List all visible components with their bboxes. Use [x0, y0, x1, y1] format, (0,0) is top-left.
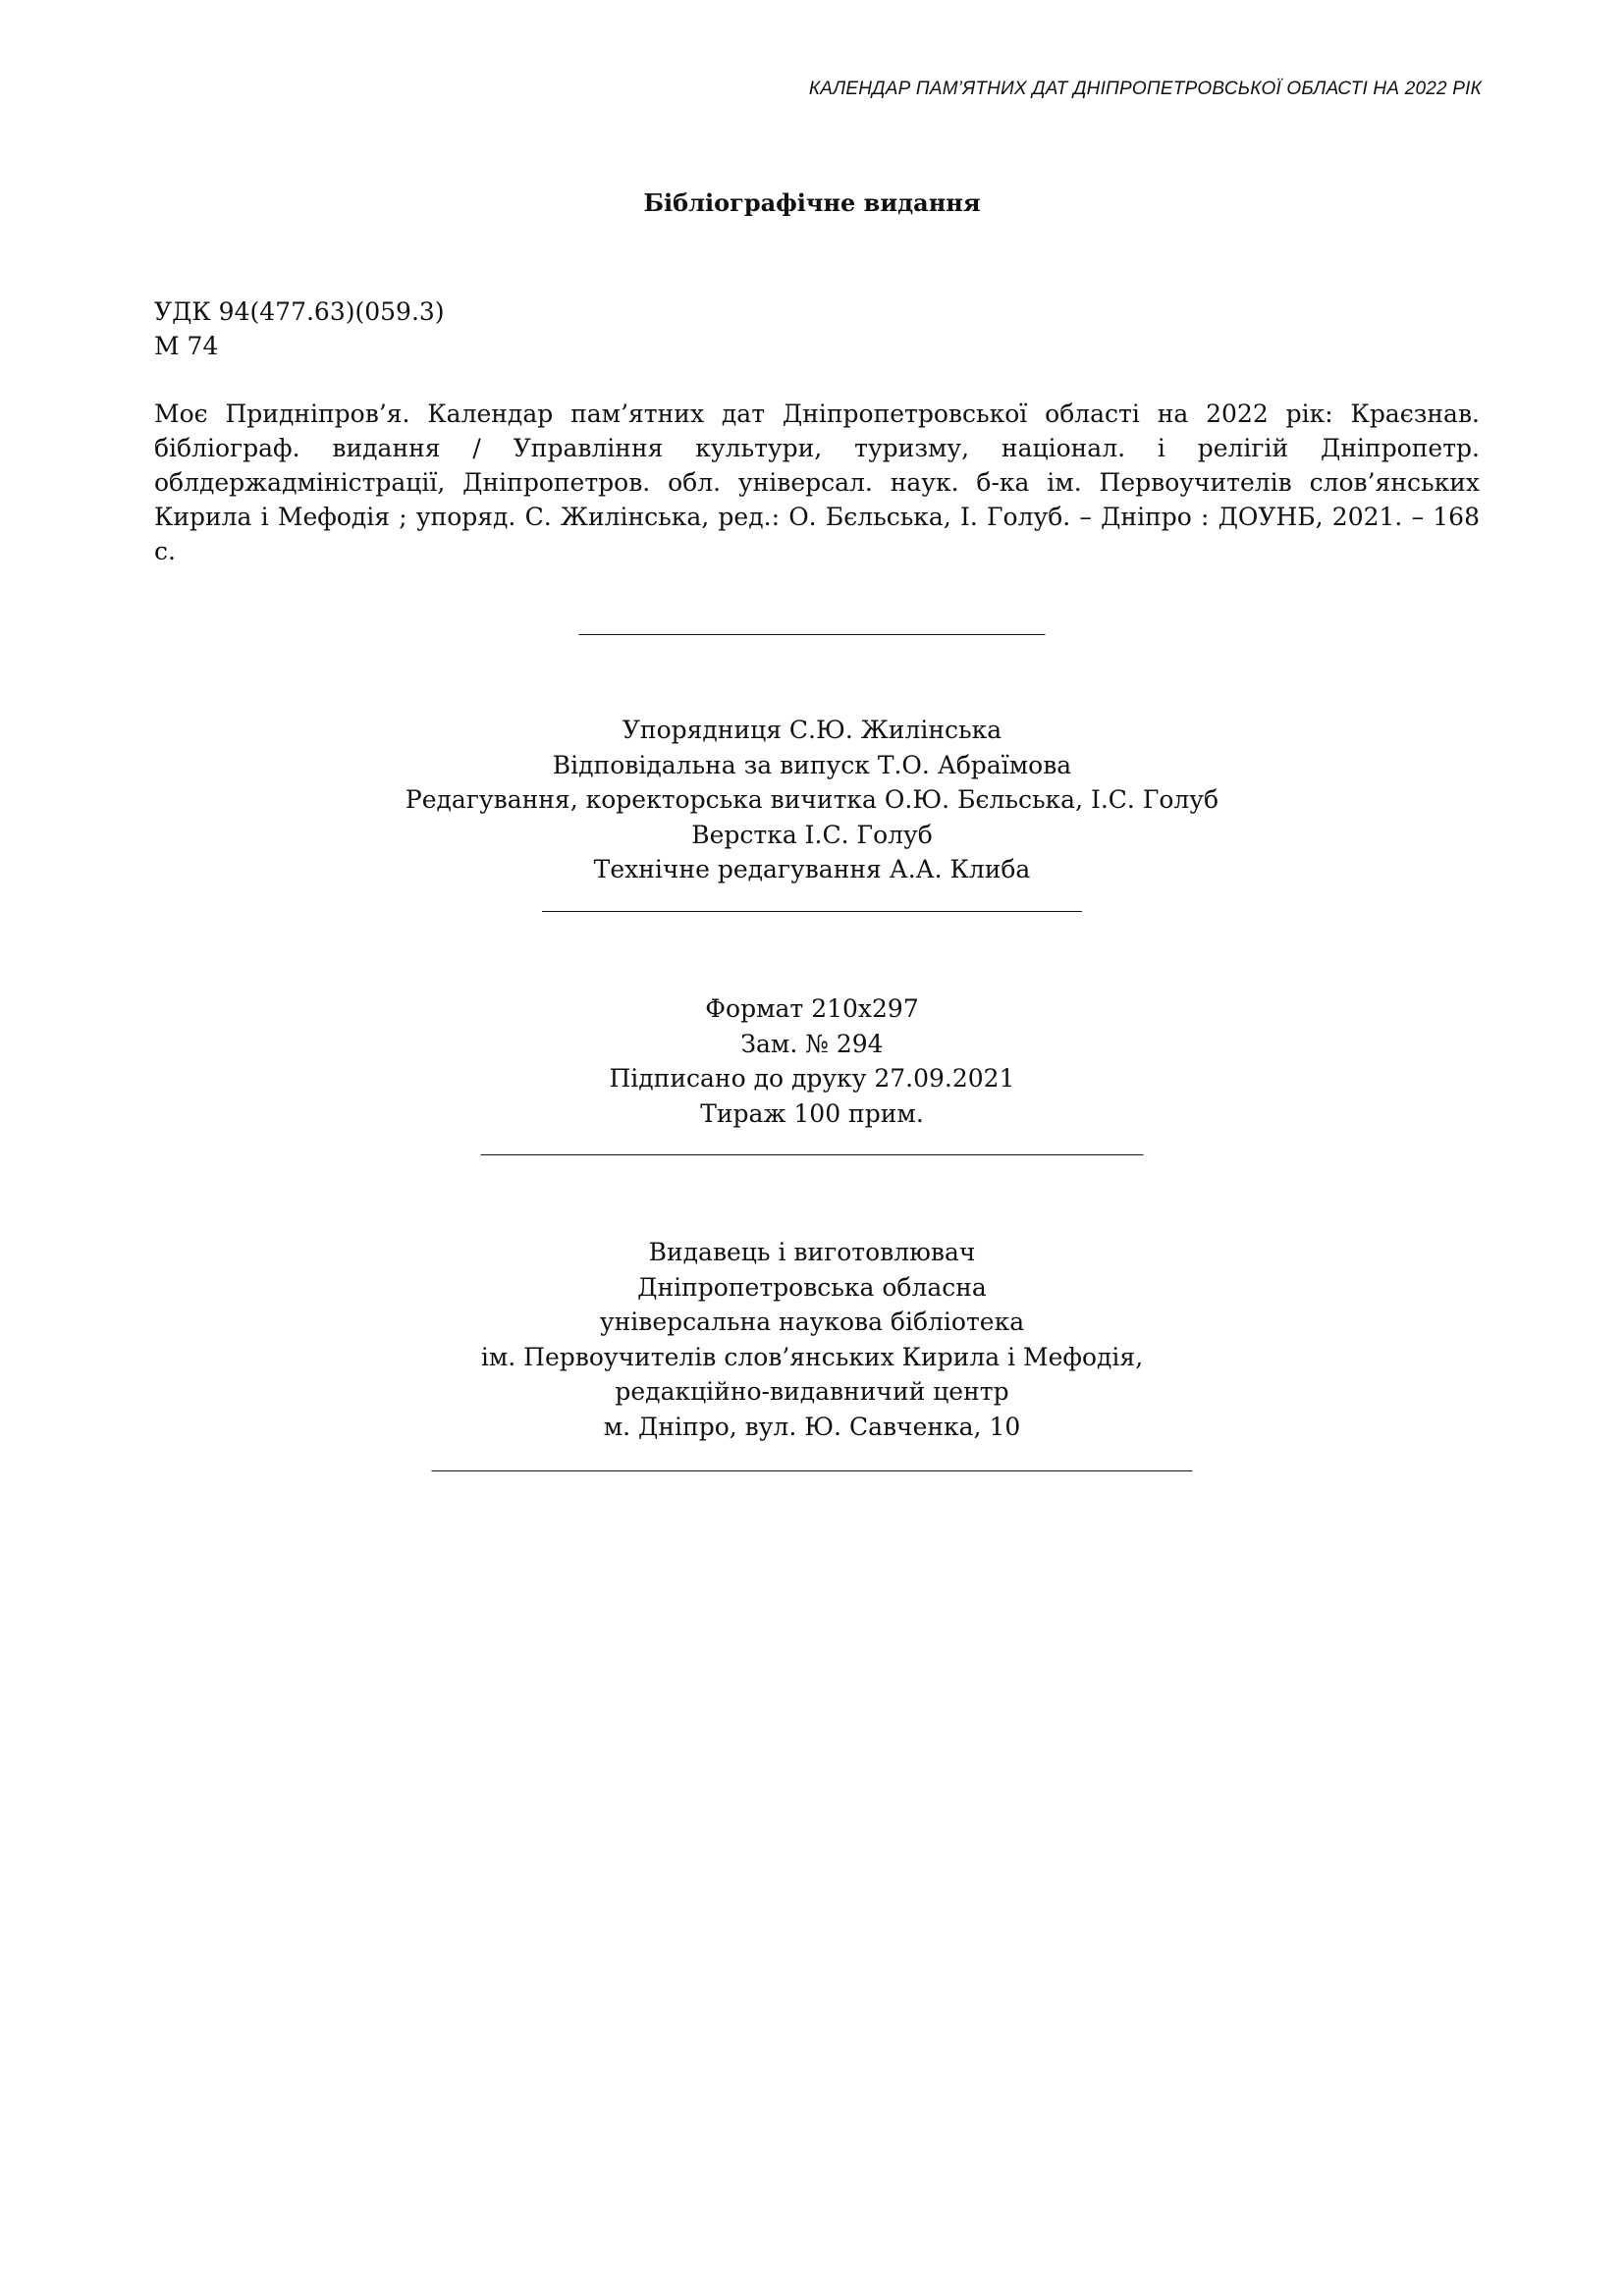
credit-layout: Верстка І.С. Голуб — [691, 820, 933, 849]
separator-rule-4: ______________________________________________________________ — [431, 1443, 1193, 1471]
publisher-line-6: м. Дніпро, вул. Ю. Савченка, 10 — [603, 1412, 1021, 1441]
credits-block — [0, 713, 1624, 887]
print-run: Тираж 100 прим. — [700, 1098, 924, 1128]
classification-codes — [154, 294, 445, 363]
publisher-line-1: Видавець і виготовлювач — [648, 1238, 976, 1266]
print-info-block — [0, 991, 1624, 1131]
separator-rule-1: ______________________________________ — [578, 607, 1046, 635]
credit-compiler: Упорядниця С.Ю. Жилінська — [622, 716, 1002, 744]
publisher-line-5: редакційно-видавничий центр — [615, 1377, 1009, 1406]
publisher-line-4: ім. Первоучителів слов’янських Кирила і Мефодія, — [480, 1342, 1144, 1371]
publisher-line-3: універсальна наукова бібліотека — [599, 1308, 1025, 1336]
credit-editing: Редагування, коректорська вичитка О.Ю. Бєльська, І.С. Голуб — [405, 785, 1219, 814]
author-mark: М 74 — [154, 332, 219, 360]
print-order: Зам. № 294 — [740, 1029, 884, 1058]
credit-tech-editing: Технічне редагування А.А. Клиба — [593, 855, 1031, 883]
running-header: КАЛЕНДАР ПАМ’ЯТНИХ ДАТ ДНІПРОПЕТРОВСЬКОЇ ОБЛАСТІ НА 2022 РІК — [808, 79, 1482, 99]
udk-code: УДК 94(477.63)(059.3) — [154, 297, 445, 326]
publisher-line-2: Дніпропетровська обласна — [637, 1272, 987, 1302]
publisher-block — [0, 1235, 1624, 1444]
separator-rule-2: ____________________________________________ — [542, 883, 1082, 912]
page-title: Бібліографічне видання — [643, 188, 981, 217]
separator-rule-3: ______________________________________________________ — [480, 1127, 1144, 1155]
print-signed-date: Підписано до друку 27.09.2021 — [609, 1064, 1015, 1093]
credit-responsible: Відповідальна за випуск Т.О. Абраїмова — [552, 750, 1072, 779]
print-format: Формат 210х297 — [705, 994, 919, 1023]
bibliographic-description: Моє Придніпров’я. Календар пам’ятних дат Дніпропетровської області на 2022 рік: Краєзнав. бібліограф. видання / Управління культури, туризму, націонал. і релігій Дніпропетр. облдержадміністрації, Дніпропетров. обл. універсал. наук. б-ка ім. Первоучителів слов’янських Кирила і Мефодія ; упоряд. С. Жилінська, ред.: О. Бєльська, І. Голуб. – Дніпро : ДОУНБ, 2021. – 168 с. — [154, 400, 1480, 565]
